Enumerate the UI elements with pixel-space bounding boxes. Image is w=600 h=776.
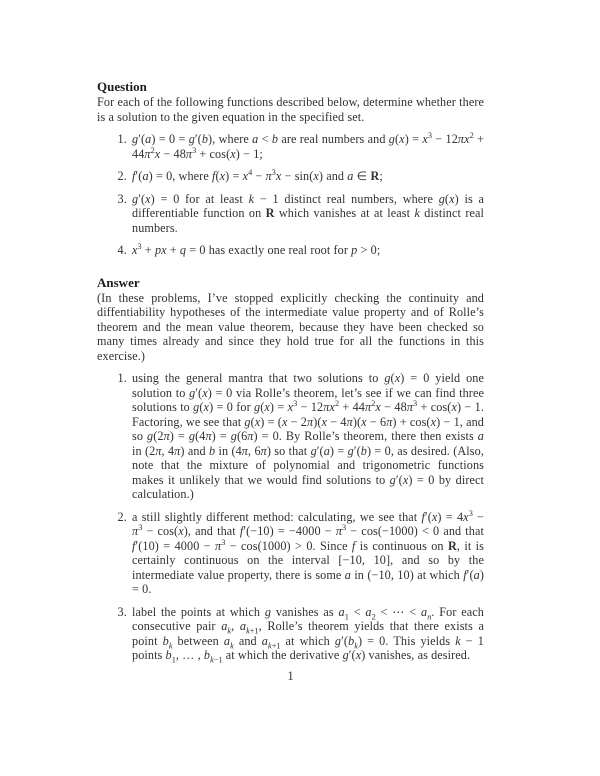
question-item-4: 4. $x^3$ + px + q = 0 has exactly one real root for p > 0;	[130, 243, 484, 258]
question-list	[97, 132, 484, 258]
answer-section	[97, 275, 484, 663]
answer-item-1: 1. using the general mantra that two solutions to g(x) = 0 yield one solution to g′(x) = 0 via Rolle’s theorem, let’s see if we can find three solutions to g(x) = 0 for $g(x) = x^3 - 12\pi x^2 + 44\pi^2x - 48\pi^3 + \cos(x) - 1$. Factoring, we see that g(x) = (x − 2π)(x − 4π)(x − 6π) + cos(x) − 1, and so g(2π) = g(4π) = g(6π) = 0. By Rolle’s theorem, there then exists a in (2π, 4π) and b in (4π, 6π) so that g′(a) = g′(b) = 0, as desired. (Also, note that the mixture of polynomial and trigonometric functions makes it unlikely that we would find solutions to g′(x) = 0 by direct calculation.)	[130, 371, 484, 502]
question-heading: Question	[97, 79, 147, 94]
answer-list	[97, 371, 484, 663]
document-content	[97, 79, 484, 663]
question-item-2: 2. f′(a) = 0, where $f(x) = x^4 - \pi^3x - \sin(x)$ and a ∈ R;	[130, 169, 484, 184]
question-item-1: 1. g′(a) = 0 = g′(b), where a < b are real numbers and $g(x) = x^3 - 12\pi x^2 + 44\pi^2x - 48\pi^3 + \cos(x) - 1$;	[130, 132, 484, 161]
question-section	[97, 79, 484, 258]
answer-intro: (In these problems, I’ve stopped explicitly checking the continuity and diffentiability hypotheses of the intermediate value property and of Rolle’s theorem and the mean value theorem, because they have been checked so many times already and since they hold true for all the functions in this exercise.)	[97, 290, 484, 363]
answer-item-3: 3. label the points at which g vanishes as $a_1 < a_2$ < ⋯ < $a_n$. For each consecutive pair $a_k$, $a_{k+1}$, Rolle’s theorem yields that there exists a point $b_k$ between $a_k$ and $a_{k+1}$ at which $g'(b_k) = 0$. This yields k − 1 points $b_1$, … , $b_{k-1}$ at which the derivative g′(x) vanishes, as desired.	[130, 605, 484, 663]
question-item-3: 3. g′(x) = 0 for at least k − 1 distinct real numbers, where g(x) is a differentiable function on R which vanishes at at least k distinct real numbers.	[130, 192, 484, 236]
answer-heading: Answer	[97, 274, 140, 290]
answer-item-2: 2. a still slightly different method: calculating, we see that $f'(x) = 4x^3 - \pi^3 - \cos(x)$, and that $f'(-10) = -4000 - \pi^3 - \cos(-1000) < 0$ and that $f'(10) = 4000 - \pi^3 - \cos(1000) > 0$. Since f is continuous on R, it is certainly continuous on the interval [−10, 10], and so by the intermediate value property, there is some a in (−10, 10) at which f′(a) = 0.	[130, 510, 484, 597]
question-intro: For each of the following functions described below, determine whether there is a solution to the given equation in the specified set.	[97, 95, 484, 124]
page-number: 1	[287, 669, 294, 683]
